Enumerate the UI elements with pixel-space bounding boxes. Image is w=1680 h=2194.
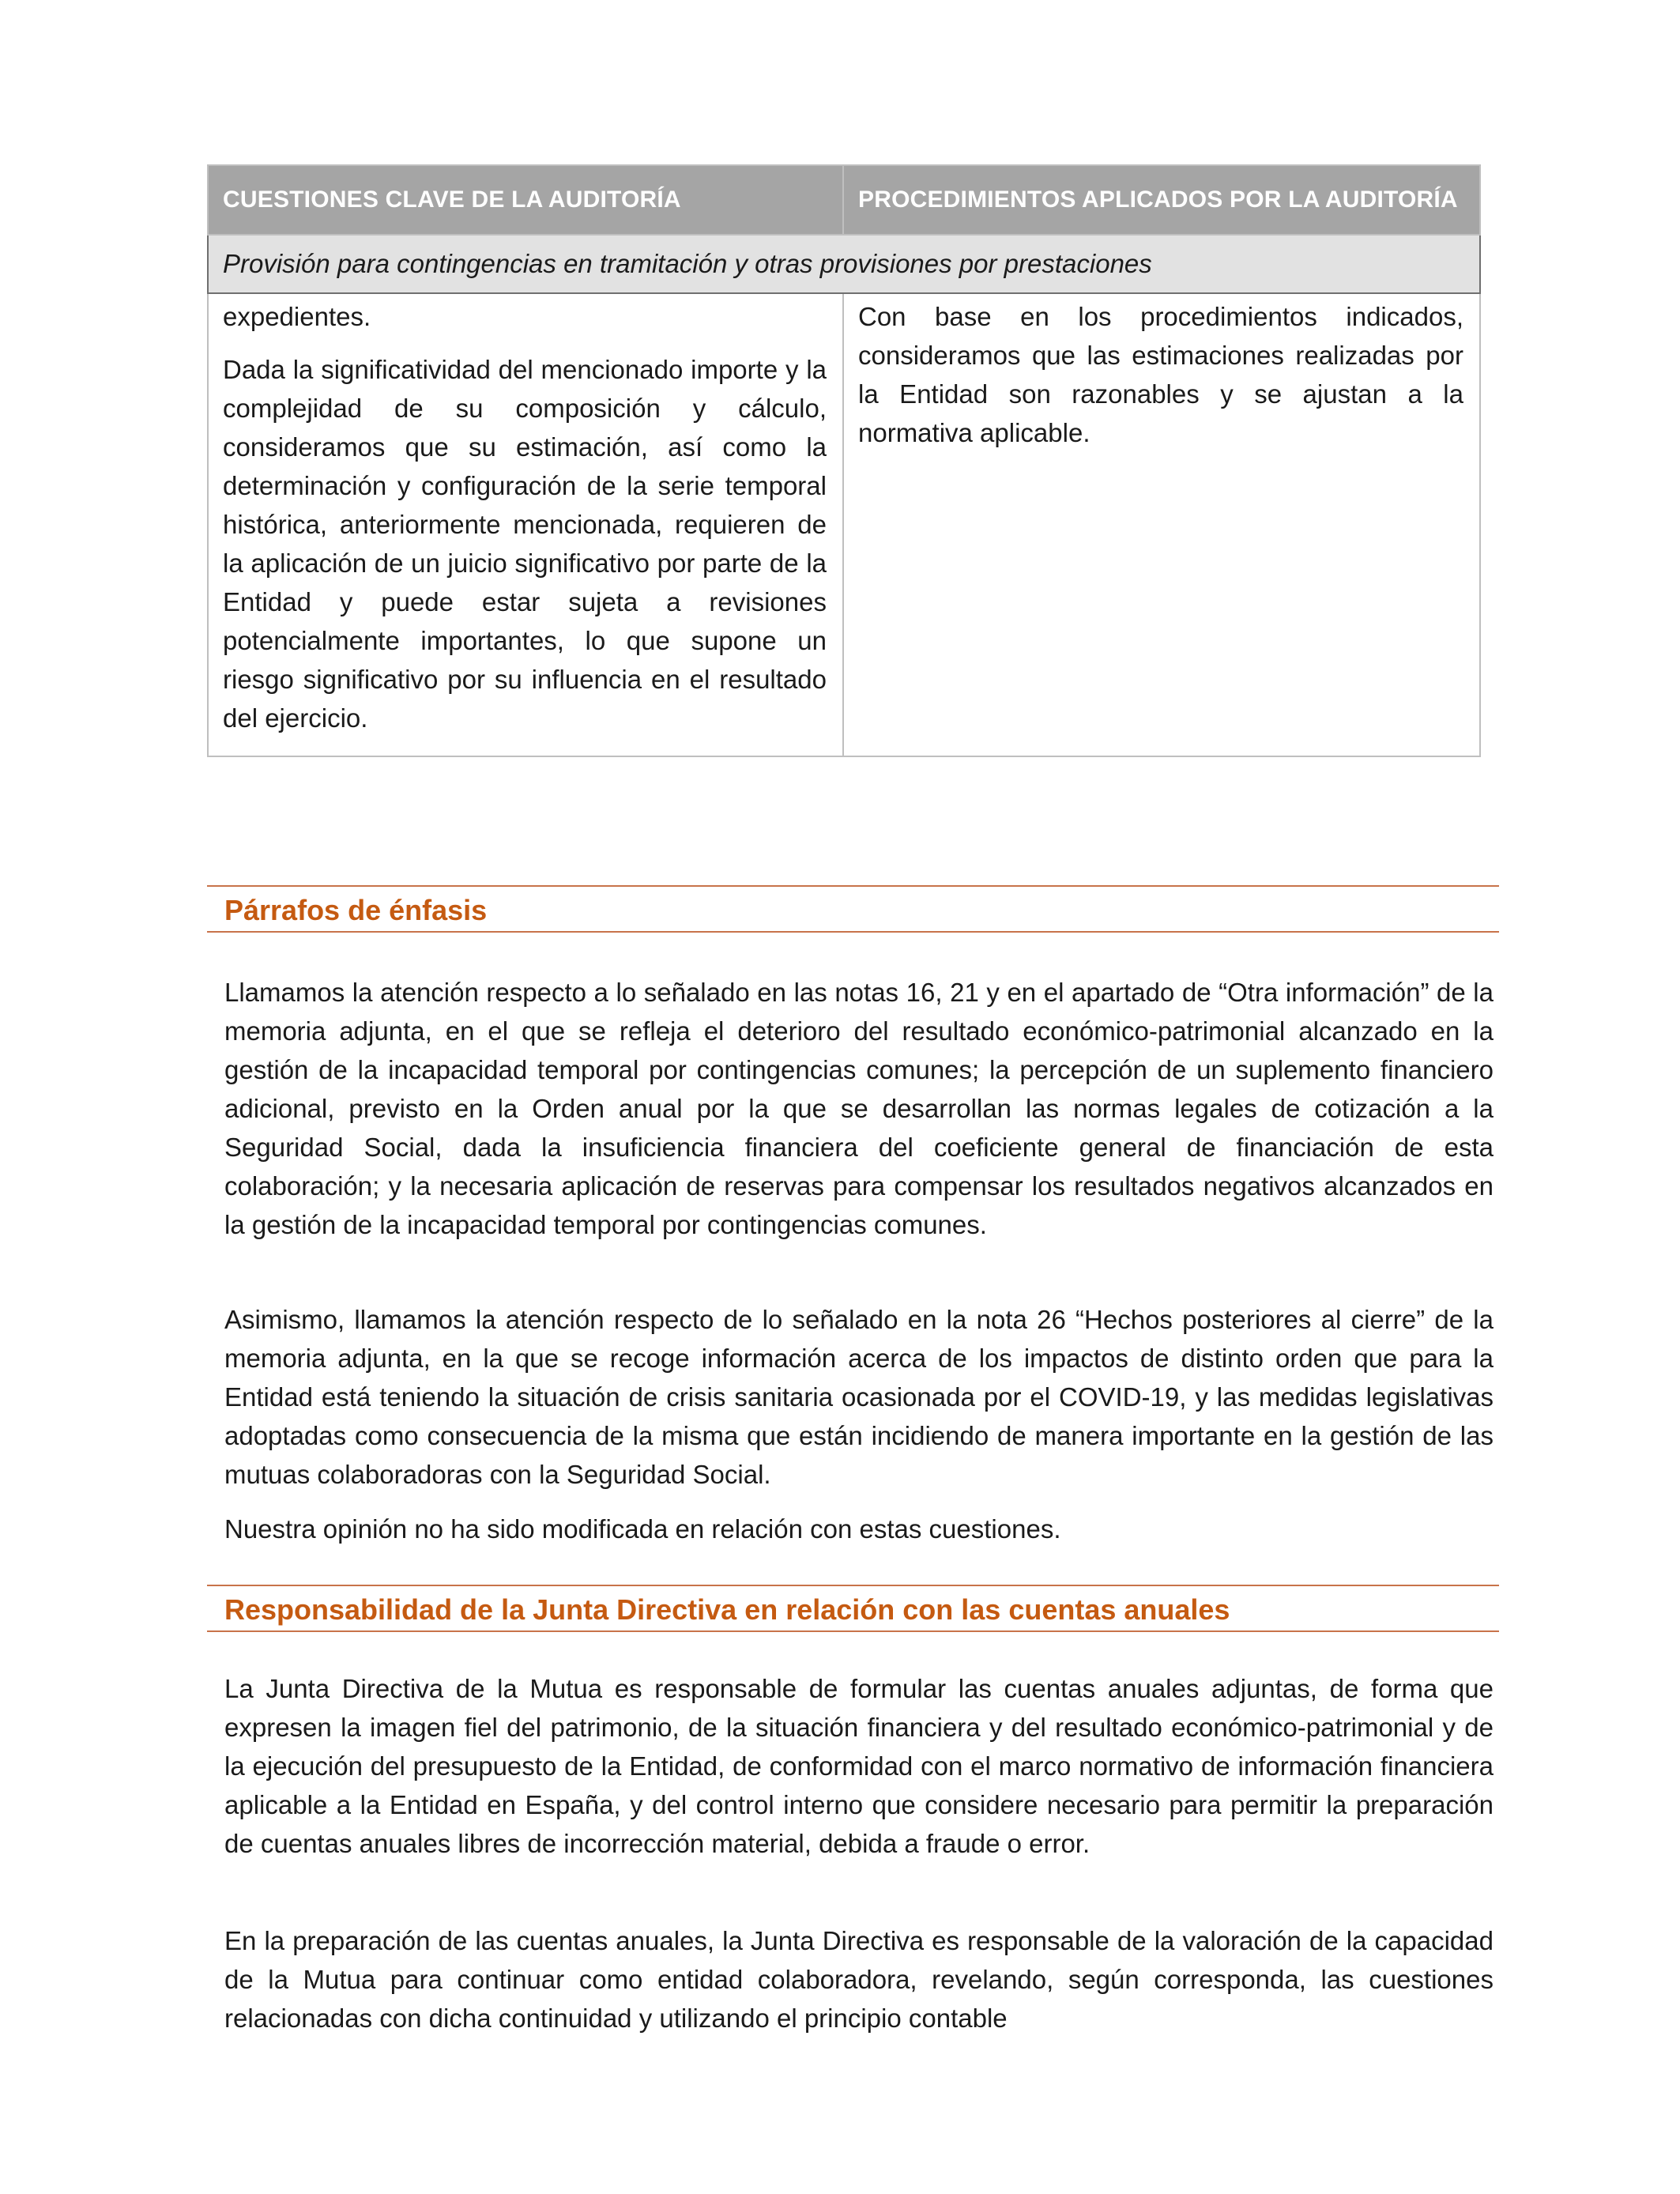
responsibility-paragraph: En la preparación de las cuentas anuales, la Junta Directiva es responsable de la valoración de la capacidad de la Mutua para continuar como entidad colaboradora, revelando, según corresponda, las cuestiones relacionadas con dicha continuidad y utilizando el principio contable [224, 1926, 1494, 2033]
procedures-cell [843, 293, 1480, 756]
table-subheading: Provisión para contingencias en tramitación y otras provisiones por prestaciones [208, 235, 1480, 293]
emphasis-paragraph: Nuestra opinión no ha sido modificada en relación con estas cuestiones. [224, 1514, 1061, 1544]
column-header-procedures: PROCEDIMIENTOS APLICADOS POR LA AUDITORÍA [843, 165, 1480, 235]
emphasis-paragraph: Asimismo, llamamos la atención respecto de lo señalado en la nota 26 “Hechos posteriores al cierre” de la memoria adjunta, en la que se recoge información acerca de los impactos de distinto orden que para la Entidad está teniendo la situación de crisis sanitaria ocasionada por el COVID-19, y las medidas legislativas adoptadas como consecuencia de la misma que están incidiendo de manera importante en la gestión de las mutuas colaboradoras con la Seguridad Social. [224, 1305, 1494, 1489]
emphasis-paragraph: Llamamos la atención respecto a lo señalado en las notas 16, 21 y en el apartado de “Otra información” de la memoria adjunta, en el que se refleja el deterioro del resultado económico-patrimonial alcanzado en la gestión de la incapacidad temporal por contingencias comunes; la percepción de un suplemento financiero adicional, previsto en la Orden anual por la que se desarrollan las normas legales de cotización a la Seguridad Social, dada la insuficiencia financiera del coeficiente general de financiación de esta colaboración; y la necesaria aplicación de reservas para compensar los resultados negativos alcanzados en la gestión de la incapacidad temporal por contingencias comunes. [224, 978, 1494, 1239]
key-matter-text: expedientes. [223, 302, 371, 331]
section-heading-emphasis: Párrafos de énfasis [207, 885, 1499, 933]
column-header-key-matters: CUESTIONES CLAVE DE LA AUDITORÍA [208, 165, 843, 235]
key-matter-cell [208, 293, 843, 756]
key-matter-text: Dada la significatividad del mencionado importe y la complejidad de su composición y cálculo, consideramos que su estimación, así como la determinación y configuración de la serie temporal histórica, anteriormente mencionada, requieren de la aplicación de un juicio significativo por parte de la Entidad y puede estar sujeta a revisiones potencialmente importantes, lo que supone un riesgo significativo por su influencia en el resultado del ejercicio. [223, 355, 827, 733]
audit-matters-table [207, 164, 1481, 757]
section-heading-responsibility: Responsabilidad de la Junta Directiva en relación con las cuentas anuales [207, 1585, 1499, 1632]
responsibility-paragraph: La Junta Directiva de la Mutua es responsable de formular las cuentas anuales adjuntas, de forma que expresen la imagen fiel del patrimonio, de la situación financiera y del resultado económico-patrimonial y de la ejecución del presupuesto de la Entidad, de conformidad con el marco normativo de información financiera aplicable a la Entidad en España, y del control interno que considere necesario para permitir la preparación de cuentas anuales libres de incorrección material, debida a fraude o error. [224, 1674, 1494, 1858]
procedures-text: Con base en los procedimientos indicados, consideramos que las estimaciones realizadas por la Entidad son razonables y se ajustan a la normativa aplicable. [858, 302, 1463, 447]
